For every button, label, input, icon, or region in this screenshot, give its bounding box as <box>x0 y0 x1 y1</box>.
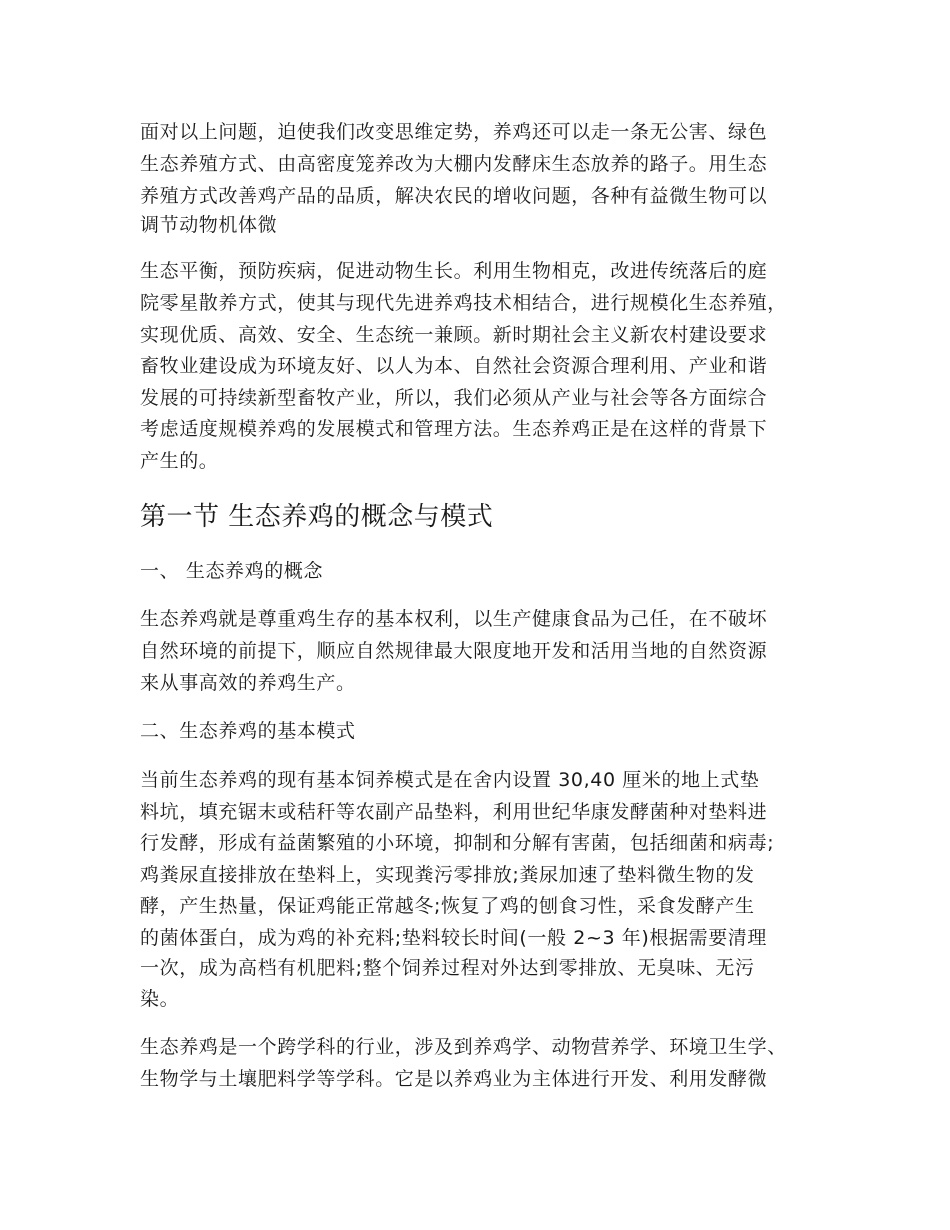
paragraph-line: 实现优质、高效、安全、生态统一兼顾。新时期社会主义新农村建设要求 <box>140 324 768 346</box>
paragraph-line: 一次，成为高档有机肥料;整个饲养过程对外达到零排放、无臭味、无污 <box>140 957 755 979</box>
paragraph-line: 院零星散养方式，使其与现代先进养鸡技术相结合，进行规模化生态养殖， <box>140 292 787 314</box>
paragraph-line: 调节动物机体微 <box>140 214 278 236</box>
paragraph-line: 当前生态养鸡的现有基本饲养模式是在舍内设置 30,40 厘米的地上式垫 <box>140 769 760 791</box>
paragraph-line: 生态养殖方式、由高密度笼养改为大棚内发酵床生态放养的路子。用生态 <box>140 153 768 175</box>
paragraph-line: 的菌体蛋白，成为鸡的补充料;垫料较长时间(一般 2~3 年)根据需要清理 <box>140 927 768 949</box>
paragraph-line: 鸡粪尿直接排放在垫料上，实现粪污零排放;粪尿加速了垫料微生物的发 <box>140 864 755 886</box>
paragraph-line: 自然环境的前提下，顺应自然规律最大限度地开发和活用当地的自然资源 <box>140 640 768 662</box>
paragraph-line: 养殖方式改善鸡产品的品质，解决农民的增收问题，各种有益微生物可以 <box>140 185 768 207</box>
paragraph-line: 生物学与土壤肥料学等学科。它是以养鸡业为主体进行开发、利用发酵微 <box>140 1068 768 1090</box>
paragraph-line: 来从事高效的养鸡生产。 <box>140 672 356 694</box>
paragraph-line: 畜牧业建设成为环境友好、以人为本、自然社会资源合理利用、产业和谐 <box>140 355 768 377</box>
paragraph-line: 料坑，填充锯末或秸秆等农副产品垫料，利用世纪华康发酵菌种对垫料进 <box>140 801 768 823</box>
paragraph-line: 生态平衡，预防疾病，促进动物生长。利用生物相克，改进传统落后的庭 <box>140 260 768 282</box>
paragraph-line: 染。 <box>140 988 180 1010</box>
paragraph-line: 生态养鸡是一个跨学科的行业，涉及到养鸡学、动物营养学、环境卫生学、 <box>140 1036 787 1058</box>
section-title: 第一节 生态养鸡的概念与模式 <box>140 502 494 532</box>
paragraph-line: 考虑适度规模养鸡的发展模式和管理方法。生态养鸡正是在这样的背景下 <box>140 418 768 440</box>
paragraph-line: 酵，产生热量，保证鸡能正常越冬;恢复了鸡的刨食习性，采食发酵产生 <box>140 895 755 917</box>
paragraph-line: 行发酵，形成有益菌繁殖的小环境，抑制和分解有害菌，包括细菌和病毒; <box>140 832 775 854</box>
paragraph-line: 产生的。 <box>140 450 219 472</box>
subsection-1-title: 一、 生态养鸡的概念 <box>140 560 324 582</box>
subsection-2-title: 二、生态养鸡的基本模式 <box>140 720 356 742</box>
paragraph-line: 面对以上问题，迫使我们改变思维定势，养鸡还可以走一条无公害、绿色 <box>140 121 768 143</box>
paragraph-line: 发展的可持续新型畜牧产业，所以，我们必须从产业与社会等各方面综合 <box>140 387 768 409</box>
paragraph-line: 生态养鸡就是尊重鸡生存的基本权利，以生产健康食品为己任，在不破坏 <box>140 608 768 630</box>
